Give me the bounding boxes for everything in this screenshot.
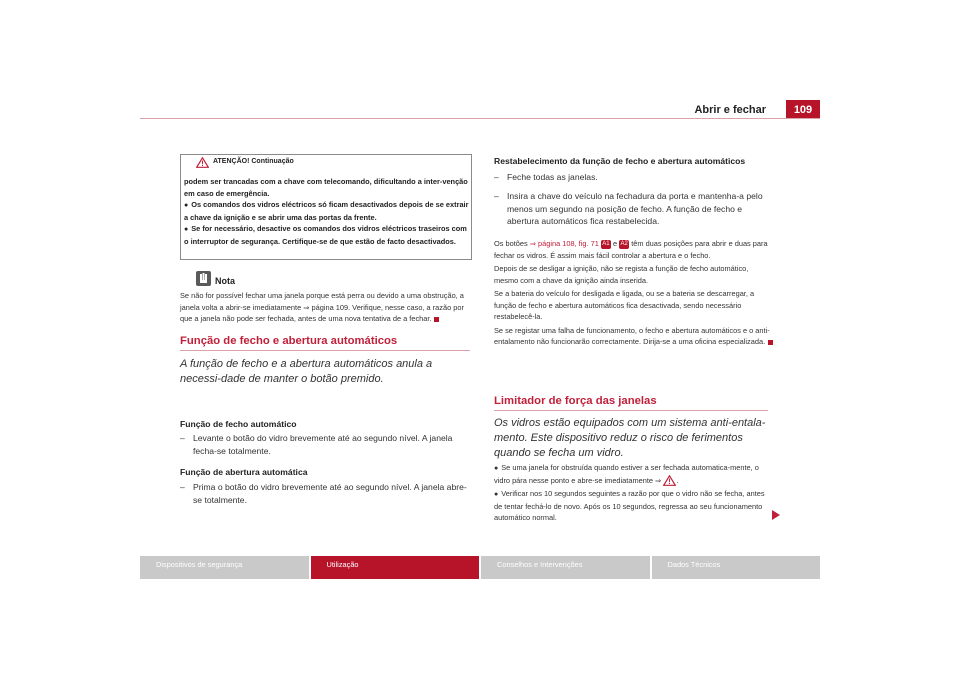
tab-usage[interactable]: Utilização [311,556,480,579]
subheading-reset: Restabelecimento da função de fecho e abertura automáticos [494,156,746,166]
bullet-icon: ● [494,491,499,499]
list-item: ● Verificar nos 10 segundos seguintes a razão por que o vidro não se fecha, antes de tentar fechá-lo de novo. Após os 10 segundos, regressa ao seu funcionamento automático normal. [494,489,765,523]
callout-badge: A1 [602,240,610,247]
warning-paragraph: podem ser trancadas com a chave com telecomando, dificultando a inter-venção em caso de emergência. [184,177,468,198]
dash-icon: – [494,191,499,201]
note-text: Se não for possível fechar uma janela porque está perra ou devido a uma obstrução, a janela volta a abrir-se imediatamente ⇒ página 109. Verifique, nesse caso, a razão por que a janela não pode ser fechada, antes de uma nova tentativa de a fechar. [180,291,464,323]
paragraph: Depois de se desligar a ignição, não se regista a função de fecho automático, mesmo com a chave da ignição ainda inserida. [494,264,749,285]
list-item: ● Se uma janela for obstruída quando estiver a ser fechada automatica-mente, o vidro pára nesse ponto e abre-se imediatamente ⇒ . [494,463,759,485]
dash-icon: – [494,172,499,182]
dash-icon: – [180,433,185,443]
paragraph: Se se registar uma falha de funcionamento, o fecho e abertura automáticos e o anti-entalamento não funcionarão correctamente. Dirija-se a uma oficina especializada. [494,325,774,348]
subheading-open: Função de abertura automática [180,467,308,477]
dash-icon: – [180,482,185,492]
paragraph: Se a bateria do veículo for desligada e ligada, ou se a bateria se descarregar, a função de fecho e abertura automáticos fica desactivada, sendo necessário restabelecê-la. [494,289,755,321]
list-item: – Levante o botão do vidro brevemente até ao segundo nível. A janela fecha-se totalmente. [180,433,453,456]
warning-header [181,155,471,171]
section-intro: Os vidros estão equipados com um sistema anti-entala-mento. Este dispositivo reduz o risco de ferimentos quando se fecha um vidro. [494,417,766,459]
list-item: – Prima o botão do vidro brevemente até ao segundo nível. A janela abre-se totalmente. [180,482,467,505]
bullet-icon: ● [494,465,499,472]
note-icon [196,271,211,286]
tab-tips[interactable]: Conselhos e Intervenções [481,556,650,579]
tab-technical-data[interactable]: Dados Técnicos [652,556,821,579]
bullet-icon: ● [184,226,189,234]
note-hand-icon [196,271,211,286]
end-square-icon [768,340,773,345]
warning-triangle-icon [196,157,209,168]
warning-triangle-icon [663,475,676,486]
section-rule [180,350,470,351]
list-item: – Feche todas as janelas. [494,172,598,182]
note-title: Nota [215,276,235,286]
next-page-arrow-icon[interactable] [772,510,780,520]
subheading-close: Função de fecho automático [180,419,297,429]
section-rule [494,410,768,411]
body-text [494,238,774,350]
section-intro: A função de fecho e a abertura automáticos anula a necessi-dade de manter o botão premido. [180,358,433,385]
bullet-icon: ● [184,202,189,210]
warning-bullet: ● Os comandos dos vidros eléctricos só ficam desactivados depois de se extrair a chave da ignição e se abrir uma das portas da frente. [184,200,469,222]
warning-label: ATENÇÃO! Continuação [213,158,294,165]
chapter-title: Abrir e fechar [694,104,766,116]
callout-badge: A2 [620,240,628,247]
tab-safety[interactable]: Dispositivos de segurança [140,556,309,579]
list-item: – Insira a chave do veículo na fechadura da porta e mantenha-a pelo menos um segundo na posição de fecho. A função de fecho e abertura automáticos fica restabelecida. [494,191,763,226]
end-square-icon [434,317,439,322]
header-rule [140,118,820,119]
warning-box [180,154,472,260]
page-link[interactable]: ⇒ página 108, fig. 71 [529,239,599,248]
warning-bullet: ● Se for necessário, desactive os comandos dos vidros eléctricos traseiros com o interruptor de segurança. Certifique-se de que estão de facto desactivados. [184,224,467,246]
page-number: 109 [786,100,820,119]
paragraph-buttons: Os botões ⇒ página 108, fig. 71 A1 e A2 têm duas posições para abrir e duas para fechar os vidros. É assim mais fácil controlar a abertura e o fecho. [494,239,768,260]
bullet-list [494,462,774,526]
warning-body [184,176,470,248]
section-title-force-limiter: Limitador de força das janelas [494,395,657,407]
footer-nav [140,556,820,579]
section-title-automatic: Função de fecho e abertura automáticos [180,335,398,347]
